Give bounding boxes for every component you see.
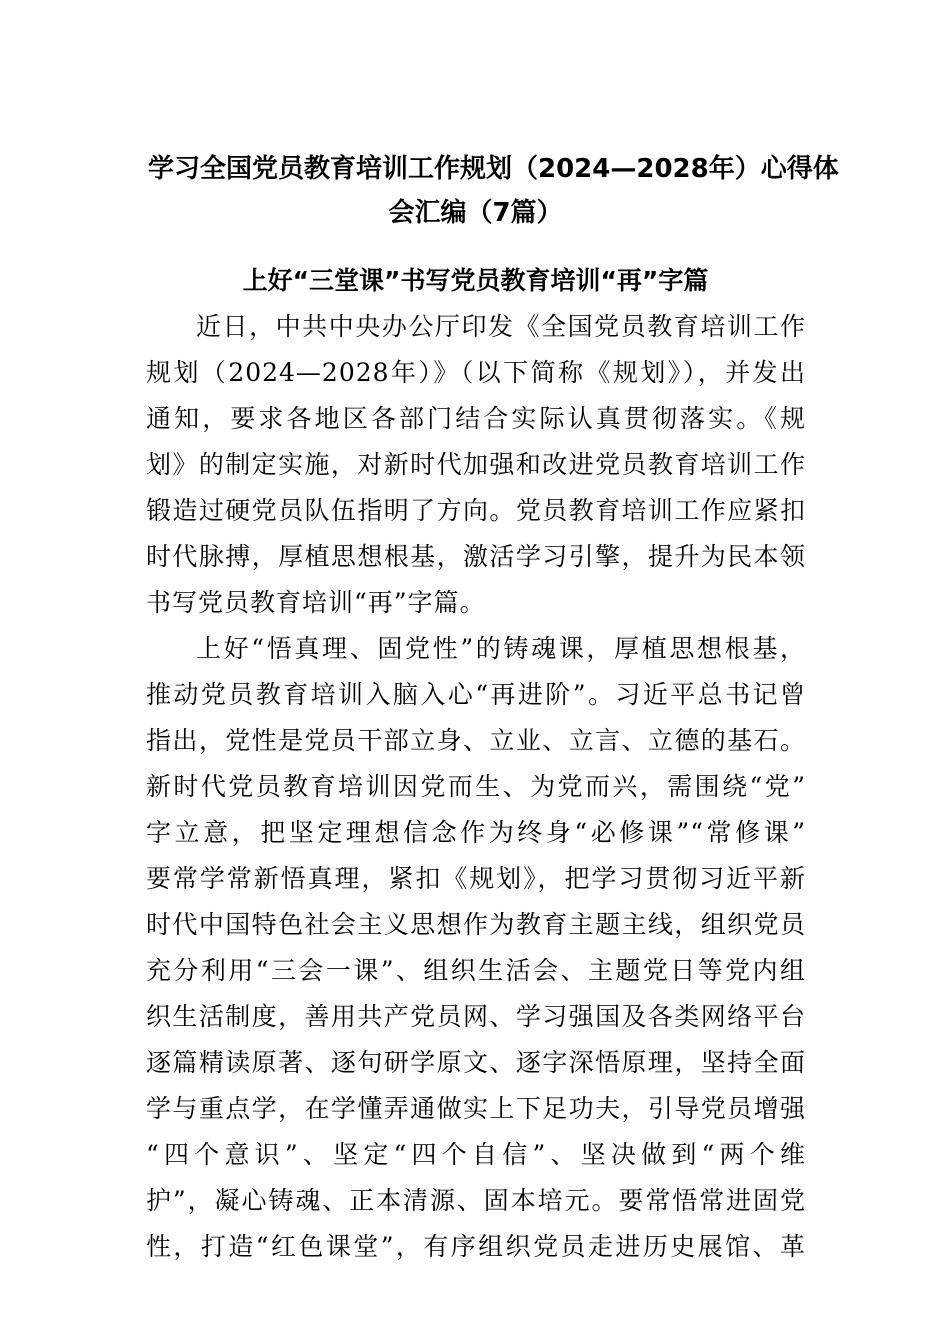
paragraph-line: “四个意识”、坚定“四个自信”、坚决做到“两个维	[146, 1140, 806, 1169]
paragraph-line: 学与重点学，在学懂弄通做实上下足功夫，引导党员增强	[146, 1094, 806, 1123]
paragraph-line: 性，打造“红色课堂”，有序组织党员走进历史展馆、革	[146, 1232, 806, 1261]
paragraph-line: 新时代党员教育培训因党而生、为党而兴，需围绕“党”	[146, 772, 806, 801]
paragraph-line: 近日，中共中央办公厅印发《全国党员教育培训工作	[196, 312, 806, 341]
paragraph-line: 时代中国特色社会主义思想作为教育主题主线，组织党员	[146, 910, 806, 939]
paragraph-line: 要常学常新悟真理，紧扣《规划》，把学习贯彻习近平新	[146, 864, 806, 893]
paragraph-line: 逐篇精读原著、逐句研学原文、逐字深悟原理，坚持全面	[146, 1048, 806, 1077]
paragraph-line: 规划（2024—2028年）》（以下简称《规划》），并发出	[146, 358, 806, 387]
paragraph-line: 书写党员教育培训“再”字篇。	[146, 588, 486, 617]
paragraph-line: 充分利用“三会一课”、组织生活会、主题党日等党内组	[146, 956, 806, 985]
paragraph-line: 时代脉搏，厚植思想根基，激活学习引擎，提升为民本领	[146, 542, 806, 571]
paragraph-line: 划》的制定实施，对新时代加强和改进党员教育培训工作	[146, 450, 806, 479]
paragraph-line: 锻造过硬党员队伍指明了方向。党员教育培训工作应紧扣	[146, 496, 806, 525]
document-title-line-2: 会汇编（7篇）	[388, 198, 563, 228]
paragraph-line: 字立意，把坚定理想信念作为终身“必修课”“常修课”	[146, 818, 806, 847]
paragraph-line: 通知，要求各地区各部门结合实际认真贯彻落实。《规	[146, 404, 806, 433]
paragraph-line: 织生活制度，善用共产党员网、学习强国及各类网络平台	[146, 1002, 806, 1031]
paragraph-line: 指出，党性是党员干部立身、立业、立言、立德的基石。	[146, 726, 806, 755]
section-title: 上好“三堂课”书写党员教育培训“再”字篇	[242, 266, 709, 295]
paragraph-line: 推动党员教育培训入脑入心“再进阶”。习近平总书记曾	[146, 680, 806, 709]
document-title-line-1: 学习全国党员教育培训工作规划（2024—2028年）心得体	[148, 154, 839, 184]
paragraph-line: 护”，凝心铸魂、正本清源、固本培元。要常悟常进固党	[146, 1186, 806, 1215]
paragraph-line: 上好“悟真理、固党性”的铸魂课，厚植思想根基，	[196, 634, 806, 663]
